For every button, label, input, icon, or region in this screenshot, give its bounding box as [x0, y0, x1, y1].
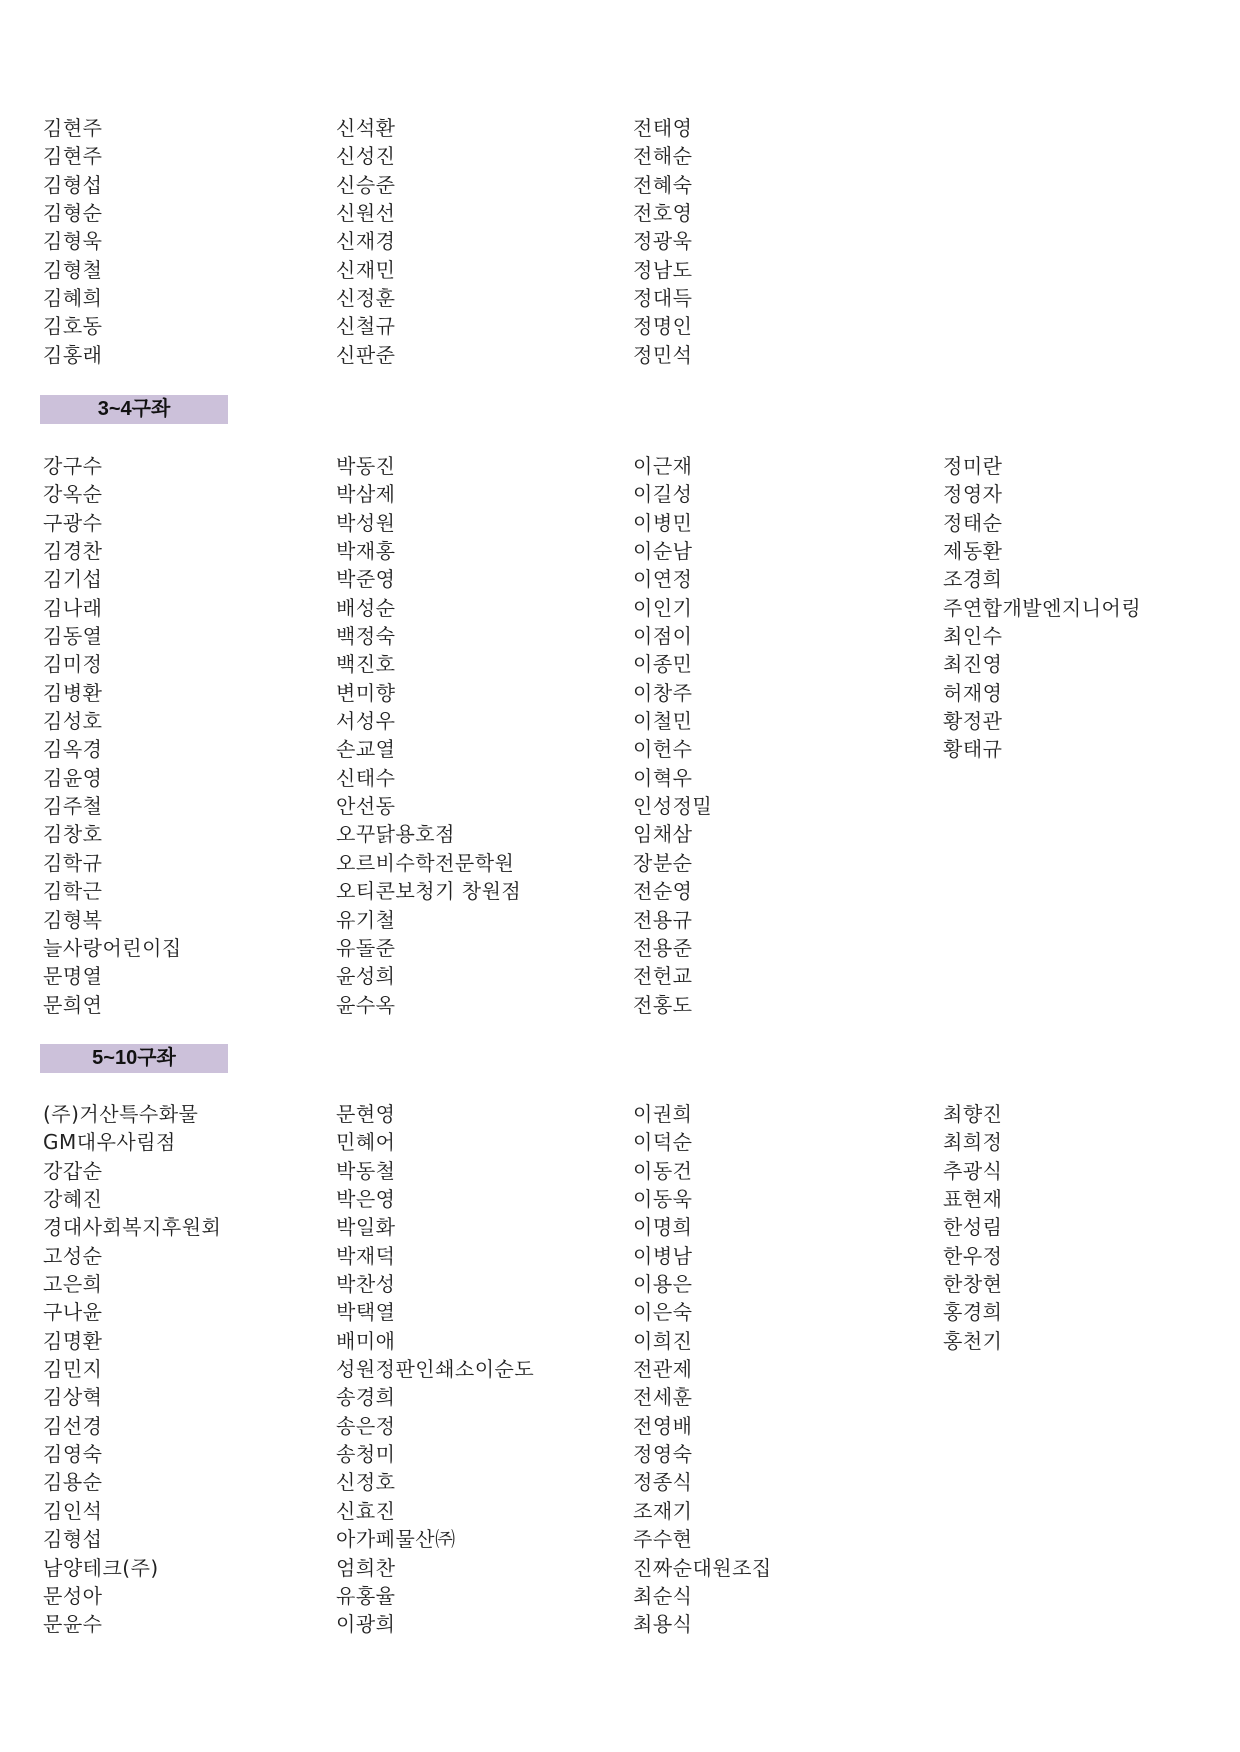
donor-name: 박택열 — [336, 1300, 396, 1325]
donor-name: 유기철 — [336, 907, 396, 932]
donor-name: 이길성 — [633, 482, 693, 507]
donor-name: 신재민 — [336, 257, 396, 282]
section-header-3-4: 3~4구좌 — [40, 395, 228, 424]
name-grid — [0, 1100, 1240, 1639]
donor-name: 문명열 — [43, 964, 103, 989]
donor-name: 박재홍 — [336, 539, 396, 564]
donor-name: 황태규 — [943, 737, 1003, 762]
donor-name: 박동진 — [336, 454, 396, 478]
donor-name: 김형철 — [43, 257, 103, 282]
donor-name: 이종민 — [633, 652, 693, 677]
donor-name: 박동철 — [336, 1158, 396, 1183]
donor-name: 정미란 — [943, 454, 1003, 478]
donor-name: 이순남 — [633, 539, 693, 564]
donor-name: 김병환 — [43, 680, 103, 705]
donor-name: 김미정 — [43, 652, 103, 677]
donor-name: 남양테크(주) — [43, 1555, 159, 1580]
donor-name: 한우정 — [943, 1243, 1003, 1268]
donor-name: 안선동 — [336, 794, 396, 819]
donor-name: 김영숙 — [43, 1442, 103, 1467]
name-grid — [0, 114, 1240, 369]
donor-name: 이혁우 — [633, 765, 693, 790]
donor-name: 강구수 — [43, 454, 103, 478]
donor-name: 엄희찬 — [336, 1555, 396, 1580]
section-header-5-10: 5~10구좌 — [40, 1044, 228, 1073]
donor-name: 늘사랑어린이집 — [43, 935, 182, 960]
donor-name: 이점이 — [633, 624, 693, 649]
donor-name: 한창현 — [943, 1272, 1003, 1297]
donor-name: 이용은 — [633, 1272, 693, 1297]
donor-name: 이연정 — [633, 567, 693, 592]
donor-name: 신정호 — [336, 1470, 396, 1495]
donor-name: 정영자 — [943, 482, 1003, 507]
donor-name: 박일화 — [336, 1215, 396, 1240]
donor-name: 이동욱 — [633, 1187, 693, 1212]
donor-name: 이인기 — [633, 595, 693, 620]
donor-name: 성원정판인쇄소이순도 — [336, 1357, 535, 1382]
donor-name: 신효진 — [336, 1498, 396, 1523]
donor-name: 조경희 — [943, 567, 1003, 592]
donor-name: 최순식 — [633, 1583, 693, 1608]
donor-name: 김성호 — [43, 709, 103, 734]
donor-name: 김혜희 — [43, 286, 103, 311]
donor-name: 문희연 — [43, 992, 103, 1017]
donor-name: 김학근 — [43, 879, 103, 904]
donor-name: 신석환 — [336, 116, 396, 140]
donor-name: 이덕순 — [633, 1130, 693, 1155]
donor-name: 김민지 — [43, 1357, 103, 1382]
donor-name: (주)거산특수화물 — [43, 1102, 199, 1126]
donor-name: 손교열 — [336, 737, 396, 762]
donor-name: 김형복 — [43, 907, 103, 932]
donor-name: 최향진 — [943, 1102, 1003, 1126]
donor-name: 정종식 — [633, 1470, 693, 1495]
donor-name: 윤수옥 — [336, 992, 396, 1017]
donor-name: 주연합개발엔지니어링 — [943, 595, 1142, 620]
donor-name: 허재영 — [943, 680, 1003, 705]
donor-name: 구나윤 — [43, 1300, 103, 1325]
donor-name: 정영숙 — [633, 1442, 693, 1467]
donor-name: 박성원 — [336, 510, 396, 535]
donor-name: 김상혁 — [43, 1385, 103, 1410]
donor-name: 신재경 — [336, 229, 396, 254]
donor-name: 이동건 — [633, 1158, 693, 1183]
donor-name: 경대사회복지후원회 — [43, 1215, 222, 1240]
donor-name: 오티콘보청기 창원점 — [336, 879, 522, 904]
donor-name: 김홍래 — [43, 342, 103, 367]
donor-name: 박재덕 — [336, 1243, 396, 1268]
donor-name: 이병민 — [633, 510, 693, 535]
donor-name: 문윤수 — [43, 1612, 103, 1637]
donor-name: 오꾸닭용호점 — [336, 822, 455, 847]
donor-name: 신원선 — [336, 201, 396, 226]
donor-name: 강옥순 — [43, 482, 103, 507]
donor-name: 정대득 — [633, 286, 693, 311]
donor-name: 송경희 — [336, 1385, 396, 1410]
donor-name: 아가페물산㈜ — [336, 1527, 456, 1552]
donor-name: 신정훈 — [336, 286, 396, 311]
donor-name: 전용준 — [633, 935, 693, 960]
donor-name: 김현주 — [43, 144, 103, 169]
name-grid — [0, 452, 1240, 1019]
donor-name: 장분순 — [633, 850, 693, 875]
donor-name: 정명인 — [633, 314, 693, 339]
donor-name: 정민석 — [633, 342, 693, 367]
donor-name: 전해순 — [633, 144, 693, 169]
donor-name: 고성순 — [43, 1243, 103, 1268]
donor-name: 문성아 — [43, 1583, 103, 1608]
donor-name: 이권희 — [633, 1102, 693, 1126]
donor-name: 전호영 — [633, 201, 693, 226]
donor-name: 강갑순 — [43, 1158, 103, 1183]
donor-name: 황정관 — [943, 709, 1003, 734]
donor-name: 배성순 — [336, 595, 396, 620]
donor-name: 고은희 — [43, 1272, 103, 1297]
donor-name: 최인수 — [943, 624, 1003, 649]
donor-name: 송청미 — [336, 1442, 396, 1467]
donor-name: 전혜숙 — [633, 172, 693, 197]
donor-name: 추광식 — [943, 1158, 1003, 1183]
donor-name: 주수현 — [633, 1527, 693, 1552]
donor-name: 정광욱 — [633, 229, 693, 254]
donor-name: 박준영 — [336, 567, 396, 592]
donor-name: 백정숙 — [336, 624, 396, 649]
donor-name: 홍천기 — [943, 1328, 1003, 1353]
donor-name: 김형섭 — [43, 172, 103, 197]
donor-name: 김현주 — [43, 116, 103, 140]
donor-name: 배미애 — [336, 1328, 396, 1353]
donor-name: 신태수 — [336, 765, 396, 790]
donor-name: 김인석 — [43, 1498, 103, 1523]
donor-name: 김창호 — [43, 822, 103, 847]
donor-name: 인성정밀 — [633, 794, 713, 819]
donor-name: 홍경희 — [943, 1300, 1003, 1325]
donor-name: 유홍율 — [336, 1583, 396, 1608]
donor-name: 강혜진 — [43, 1187, 103, 1212]
donor-name: 최진영 — [943, 652, 1003, 677]
donor-name: 이철민 — [633, 709, 693, 734]
donor-name: 김주철 — [43, 794, 103, 819]
donor-name: 김형욱 — [43, 229, 103, 254]
donor-name: 김경찬 — [43, 539, 103, 564]
donor-name: 전헌교 — [633, 964, 693, 989]
donor-name: 서성우 — [336, 709, 396, 734]
donor-name: 김명환 — [43, 1328, 103, 1353]
donor-name: 박삼제 — [336, 482, 396, 507]
donor-name: 이헌수 — [633, 737, 693, 762]
donor-name: 전순영 — [633, 879, 693, 904]
donor-name: 김형순 — [43, 201, 103, 226]
donor-name: 정태순 — [943, 510, 1003, 535]
donor-name: 신승준 — [336, 172, 396, 197]
donor-name: 유돌준 — [336, 935, 396, 960]
donor-name: 김형섭 — [43, 1527, 103, 1552]
donor-name: 조재기 — [633, 1498, 693, 1523]
donor-name: 신판준 — [336, 342, 396, 367]
donor-name: 김윤영 — [43, 765, 103, 790]
donor-name: 이희진 — [633, 1328, 693, 1353]
donor-name: 이명희 — [633, 1215, 693, 1240]
donor-name: 오르비수학전문학원 — [336, 850, 515, 875]
donor-name: 김호동 — [43, 314, 103, 339]
donor-name: 박은영 — [336, 1187, 396, 1212]
donor-name: 이창주 — [633, 680, 693, 705]
donor-name: 정남도 — [633, 257, 693, 282]
donor-name: 김나래 — [43, 595, 103, 620]
donor-name: 이은숙 — [633, 1300, 693, 1325]
donor-name: 전태영 — [633, 116, 693, 140]
donor-name: 진짜순대원조집 — [633, 1555, 772, 1580]
donor-name: 표현재 — [943, 1187, 1003, 1212]
donor-name: 송은정 — [336, 1413, 396, 1438]
donor-name: 김옥경 — [43, 737, 103, 762]
donor-name: 김기섭 — [43, 567, 103, 592]
donor-name: 전관제 — [633, 1357, 693, 1382]
donor-name: 최희정 — [943, 1130, 1003, 1155]
donor-name: 전용규 — [633, 907, 693, 932]
donor-name: 전세훈 — [633, 1385, 693, 1410]
donor-name: 전영배 — [633, 1413, 693, 1438]
donor-name: 김동열 — [43, 624, 103, 649]
donor-name: 구광수 — [43, 510, 103, 535]
donor-name: 박찬성 — [336, 1272, 396, 1297]
donor-name: 문현영 — [336, 1102, 396, 1126]
donor-name: 이광희 — [336, 1612, 396, 1637]
donor-name: 신철규 — [336, 314, 396, 339]
donor-name: 신성진 — [336, 144, 396, 169]
donor-name: 최용식 — [633, 1612, 693, 1637]
donor-name: 김용순 — [43, 1470, 103, 1495]
donor-name: GM대우사림점 — [43, 1130, 176, 1155]
donor-name: 임채삼 — [633, 822, 693, 847]
donor-name: 민혜어 — [336, 1130, 396, 1155]
donor-name: 이병남 — [633, 1243, 693, 1268]
donor-name: 김선경 — [43, 1413, 103, 1438]
donor-name: 한성림 — [943, 1215, 1003, 1240]
donor-name: 윤성희 — [336, 964, 396, 989]
donor-name: 김학규 — [43, 850, 103, 875]
donor-name: 전홍도 — [633, 992, 693, 1017]
donor-name: 백진호 — [336, 652, 396, 677]
donor-name: 이근재 — [633, 454, 693, 478]
donor-name: 제동환 — [943, 539, 1003, 564]
donor-name: 변미향 — [336, 680, 396, 705]
